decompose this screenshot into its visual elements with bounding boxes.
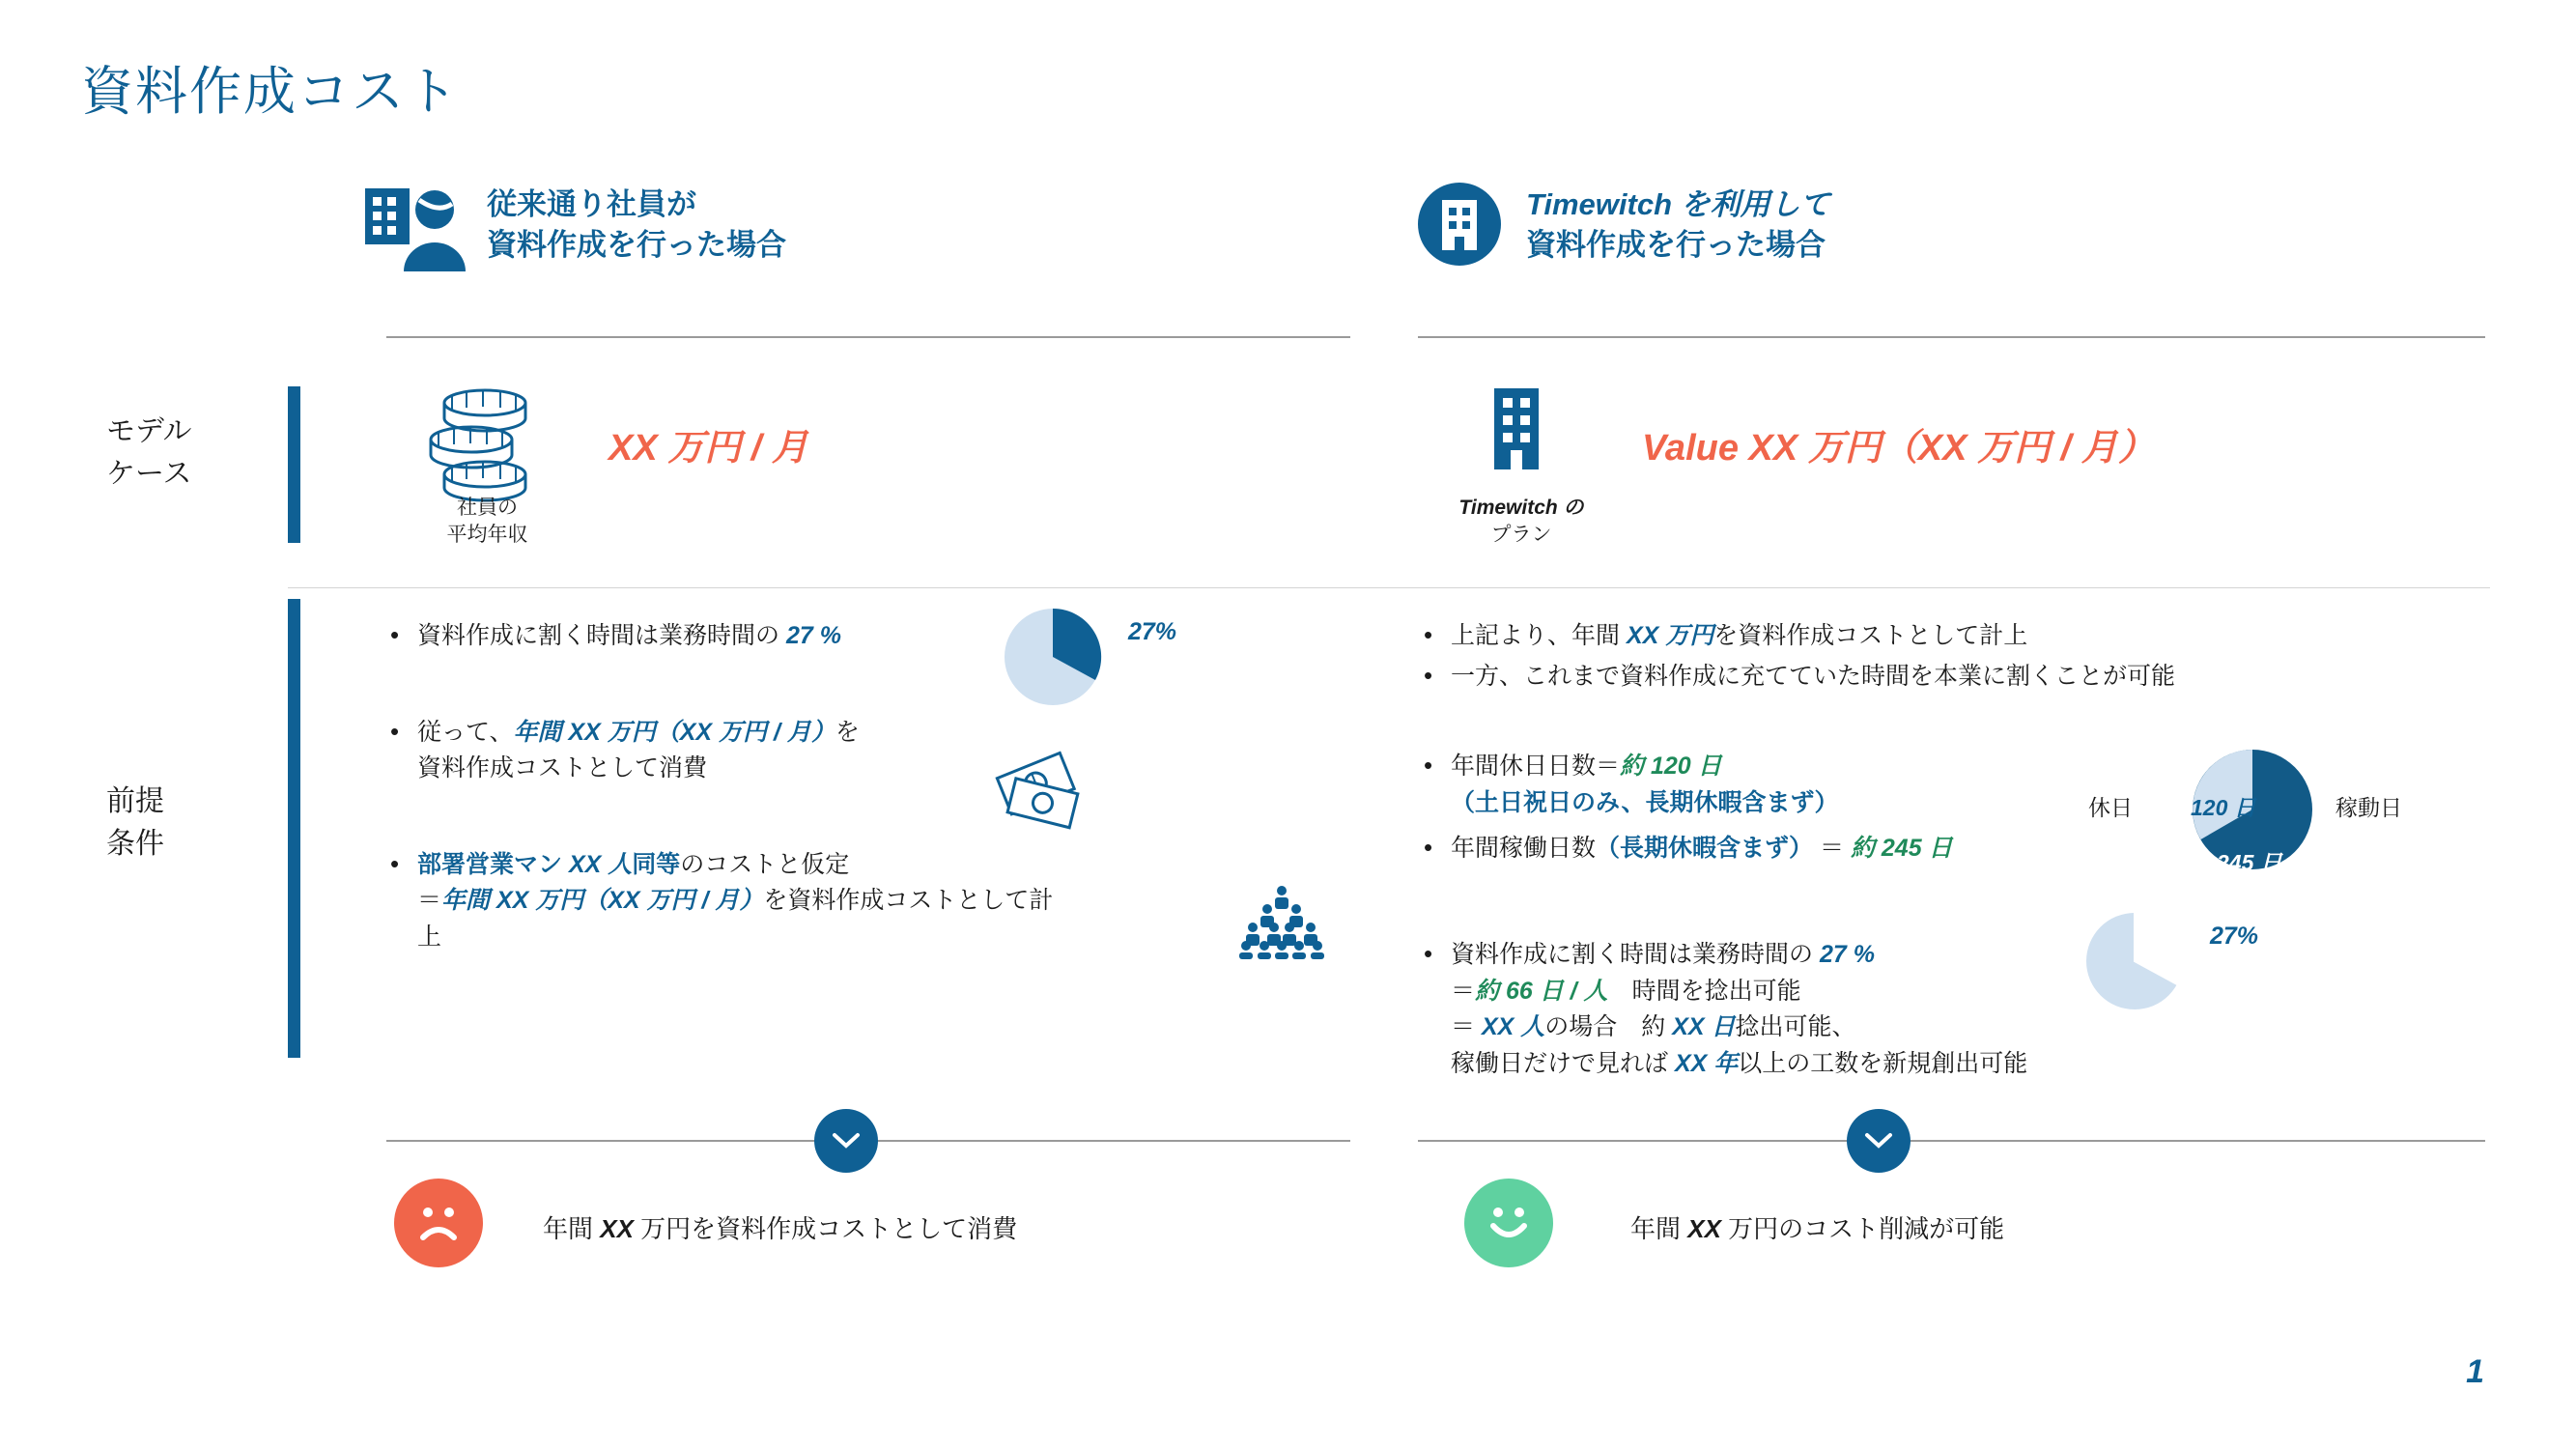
right-model-price: Value XX 万円（XX 万円 / 月） (1642, 428, 2155, 469)
right-column-header (1418, 179, 2500, 266)
donut-label-holiday: 休日 (2088, 795, 2133, 820)
premise-label-line1: 前提 (106, 785, 164, 817)
sad-face-icon (394, 1179, 483, 1267)
premise-label-line2: 条件 (106, 827, 164, 860)
coins-icon (423, 382, 549, 502)
left-model-caption (417, 495, 557, 550)
donut-value-holiday: 120 日 (2191, 795, 2256, 820)
right-model-caption (1420, 495, 1623, 550)
model-case-accent-bar (288, 386, 300, 543)
right-pie-chart (2077, 903, 2193, 1019)
left-heading-line2: 資料作成を行った場合 (487, 227, 786, 262)
left-pie-label: 27% (1128, 618, 1177, 645)
happy-face-icon (1464, 1179, 1553, 1267)
building-icon (1483, 384, 1550, 473)
right-model-caption-line2: プラン (1490, 524, 1552, 547)
row-label-premise (106, 781, 164, 865)
donut-label-workday: 稼動日 (2335, 795, 2402, 820)
list-item: • 年間稼働日数（長期休暇含まず） ＝ 約 245 日 (1418, 831, 2210, 867)
left-chevron-down-icon[interactable] (814, 1109, 878, 1173)
right-summary-text: 年間 XX 万円のコスト削減が可能 (1630, 1214, 2005, 1243)
list-item: • 従って、年間 XX 万円（XX 万円 / 月）を 資料作成コストとして消費 (384, 715, 1061, 787)
left-summary-text: 年間 XX 万円を資料作成コストとして消費 (543, 1214, 1018, 1243)
right-header-rule (1418, 336, 2485, 338)
page-number: 1 (2466, 1353, 2484, 1390)
list-item: • 資料作成に割く時間は業務時間の 27 % (384, 618, 1061, 655)
model-case-label-line1: モデル (106, 415, 192, 447)
right-model-caption-line1: Timewitch の (1458, 497, 1584, 519)
right-summary-rule (1418, 1140, 2485, 1142)
list-item: • 上記より、年間 XX 万円を資料作成コストとして計上 (1418, 618, 2490, 655)
left-pie-chart (995, 599, 1111, 715)
list-item: • 一方、これまで資料作成に充てていた時間を本業に割くことが可能 (1418, 659, 2490, 696)
list-item: • 部署営業マン XX 人同等のコストと仮定 ＝年間 XX 万円（XX 万円 / 月）を資料作成コストとして計上 (384, 847, 1061, 956)
right-heading-line2: 資料作成を行った場合 (1526, 227, 1826, 262)
right-chevron-down-icon[interactable] (1847, 1109, 1911, 1173)
left-model-price: XX 万円 / 月 (609, 428, 808, 469)
list-item: • 年間休日日数＝約 120 日 （土日祝日のみ、長期休暇含まず） (1418, 749, 2210, 821)
model-case-label-line2: ケース (106, 457, 192, 490)
building-person-icon (359, 179, 466, 285)
right-bullet-list-bottom (1418, 937, 2384, 1092)
building-circle-icon (1418, 183, 1501, 266)
left-bullet-list (384, 618, 1061, 965)
money-bill-icon (995, 749, 1090, 831)
left-column-header (359, 179, 1335, 285)
page-title: 資料作成コスト (81, 63, 460, 121)
left-model-caption-line1: 社員の (457, 497, 518, 519)
people-group-icon (1238, 884, 1325, 959)
section-divider (288, 587, 2490, 588)
right-pie-label: 27% (2210, 923, 2259, 950)
right-bullet-list-top (1418, 618, 2490, 704)
left-model-caption-line2: 平均年収 (446, 524, 528, 547)
left-heading-line1: 従来通り社員が (487, 187, 696, 221)
donut-value-workday: 245 日 (2217, 850, 2282, 875)
left-header-rule (386, 336, 1350, 338)
premise-accent-bar (288, 599, 300, 1058)
list-item: • 資料作成に割く時間は業務時間の 27 % ＝約 66 日 / 人 時間を捻出可能 ＝ XX 人の場合 約 XX 日捻出可能、 稼働日だけで見れば XX 年以上の工数を新規創出可能 (1418, 937, 2384, 1082)
right-heading-line1: Timewitch を利用して (1526, 187, 1830, 221)
row-label-model-case (106, 411, 192, 495)
